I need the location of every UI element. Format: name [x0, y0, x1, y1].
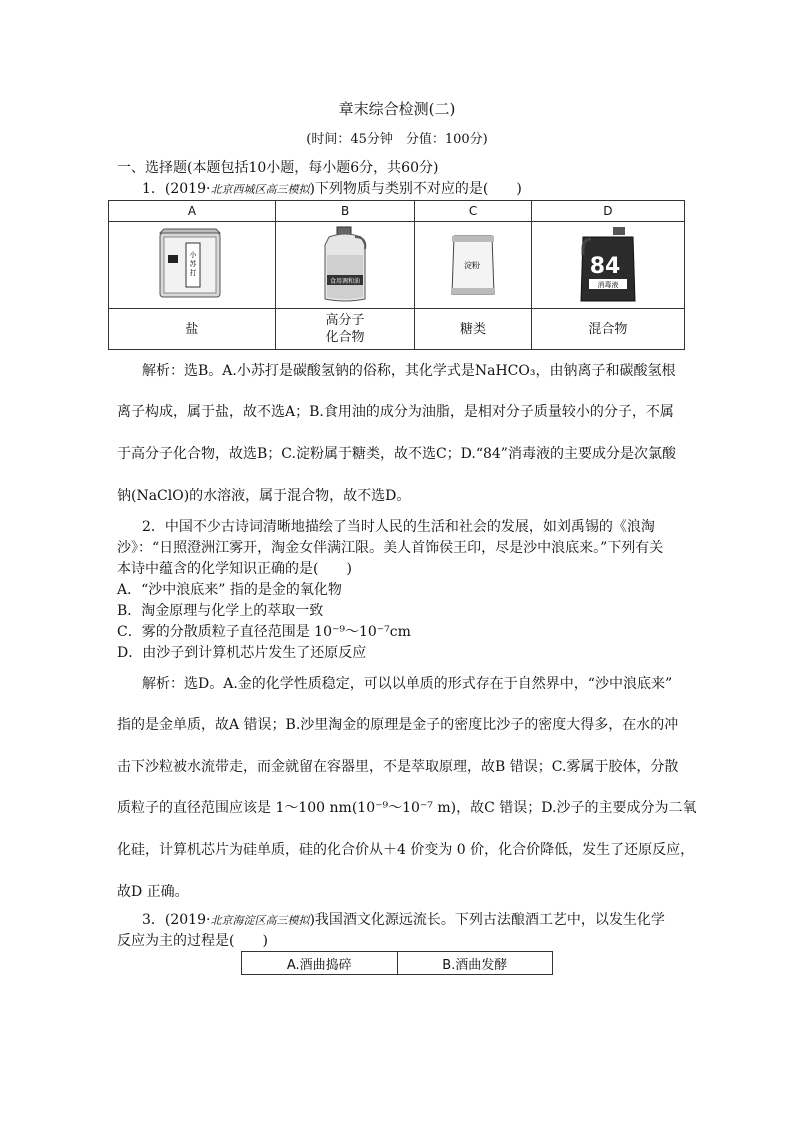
svg-text:淀粉: 淀粉	[464, 261, 481, 270]
baking-soda-image-cell	[109, 222, 276, 309]
svg-text:84: 84	[589, 254, 621, 279]
class-a-cell: 盐	[109, 309, 276, 350]
question-1-table	[108, 200, 685, 350]
class-b-line1: 高分子	[325, 313, 365, 328]
question-2-stem-line: 沙》：“日照澄洲江雾开，淘金女伴满江限。美人首饰侯王印，尽是沙中浪底来。”下列有关	[117, 540, 664, 556]
page-subtitle: (时间：45分钟 分值：100分)	[306, 132, 488, 147]
analysis-2-line: 质粒子的直径范围应该是 1～100 nm(10⁻⁹～10⁻⁷ m)，故C 错误；D.沙子的主要成分为二氧	[117, 800, 697, 816]
class-c-cell: 糖类	[415, 309, 532, 350]
question-3-option-b: B.酒曲发酵	[397, 952, 553, 975]
question-2-option-a: A．“沙中浪底来” 指的是金的氧化物	[117, 582, 342, 598]
svg-text:苏: 苏	[189, 260, 197, 268]
question-2-stem-line: 2．中国不少古诗词清晰地描绘了当时人民的生活和社会的发展，如刘禹锡的《浪淘	[142, 519, 655, 535]
question-3-stem-text: )我国酒文化源远流长。下列古法酿酒工艺中，以发生化学	[309, 912, 665, 928]
question-3-stem	[142, 910, 712, 931]
disinfectant-image-cell	[531, 222, 684, 309]
svg-text:消毒液: 消毒液	[597, 281, 619, 289]
column-d-header: D	[531, 201, 684, 222]
analysis-2-line: 击下沙粒被水流带走，而金就留在容器里，不是萃取原理，故B 错误；C.雾属于胶体，分散	[117, 759, 679, 775]
svg-text:食用调和油: 食用调和油	[330, 278, 361, 285]
analysis-1-line: 钠(NaClO)的水溶液，属于混合物，故不选D。	[117, 488, 411, 504]
analysis-2-line: 故D 正确。	[117, 884, 189, 900]
class-b-cell	[275, 309, 414, 350]
page-title: 章末综合检测(二)	[338, 100, 456, 118]
question-2-option-c: C．雾的分散质粒子直径范围是 10⁻⁹～10⁻⁷cm	[117, 624, 411, 640]
class-d-cell: 混合物	[531, 309, 684, 350]
disinfectant-84-bottle-icon	[575, 225, 641, 305]
question-3-stem-line2: 反应为主的过程是( )	[117, 933, 268, 949]
question-2-option-b: B．淘金原理与化学上的萃取一致	[117, 603, 324, 619]
question-1-source: 北京西城区高三模拟	[210, 183, 310, 196]
analysis-2-line: 解析：选D。A.金的化学性质稳定，可以以单质的形式存在于自然界中，“沙中浪底来”	[142, 676, 673, 692]
question-3-source: 北京海淀区高三模拟	[210, 914, 310, 927]
section-heading: 一、选择题(本题包括10小题，每小题6分，共60分)	[117, 160, 439, 176]
svg-text:小: 小	[189, 251, 197, 259]
column-a-header: A	[109, 201, 276, 222]
analysis-2-line: 指的是金单质，故A 错误；B.沙里淘金的原理是金子的密度比沙子的密度大得多，在水的冲	[117, 717, 679, 733]
oil-jug-icon	[315, 225, 375, 305]
column-b-header: B	[275, 201, 414, 222]
question-3-option-a: A.酒曲捣碎	[242, 952, 398, 975]
question-1-stem	[142, 179, 712, 200]
question-2-option-d: D．由沙子到计算机芯片发生了还原反应	[117, 645, 367, 661]
question-1-number: 1．(2019·	[142, 181, 211, 197]
question-1-stem-text: )下列物质与类别不对应的是( )	[309, 181, 522, 197]
baking-soda-bag-icon	[156, 227, 228, 303]
analysis-1-line: 解析：选B。A.小苏打是碳酸氢钠的俗称，其化学式是NaHCO₃，由钠离子和碳酸氢根	[142, 363, 676, 379]
column-c-header: C	[415, 201, 532, 222]
question-3-number: 3．(2019·	[142, 912, 211, 928]
starch-packet-icon	[448, 232, 498, 298]
analysis-1-line: 离子构成，属于盐，故不选A；B.食用油的成分为油脂，是相对分子质量较小的分子，不属	[117, 404, 674, 420]
analysis-1-line: 于高分子化合物，故选B；C.淀粉属于糖类，故不选C；D.“84”消毒液的主要成分是次氯酸	[117, 446, 676, 462]
svg-text:打: 打	[189, 269, 197, 277]
analysis-2-line: 化硅，计算机芯片为硅单质，硅的化合价从＋4 价变为 0 价，化合价降低，发生了还原反应，	[117, 842, 695, 858]
class-b-line2: 化合物	[325, 330, 365, 345]
question-3-table	[241, 951, 553, 975]
starch-image-cell	[415, 222, 532, 309]
oil-image-cell	[275, 222, 414, 309]
question-2-stem-line: 本诗中蕴含的化学知识正确的是( )	[117, 561, 352, 577]
